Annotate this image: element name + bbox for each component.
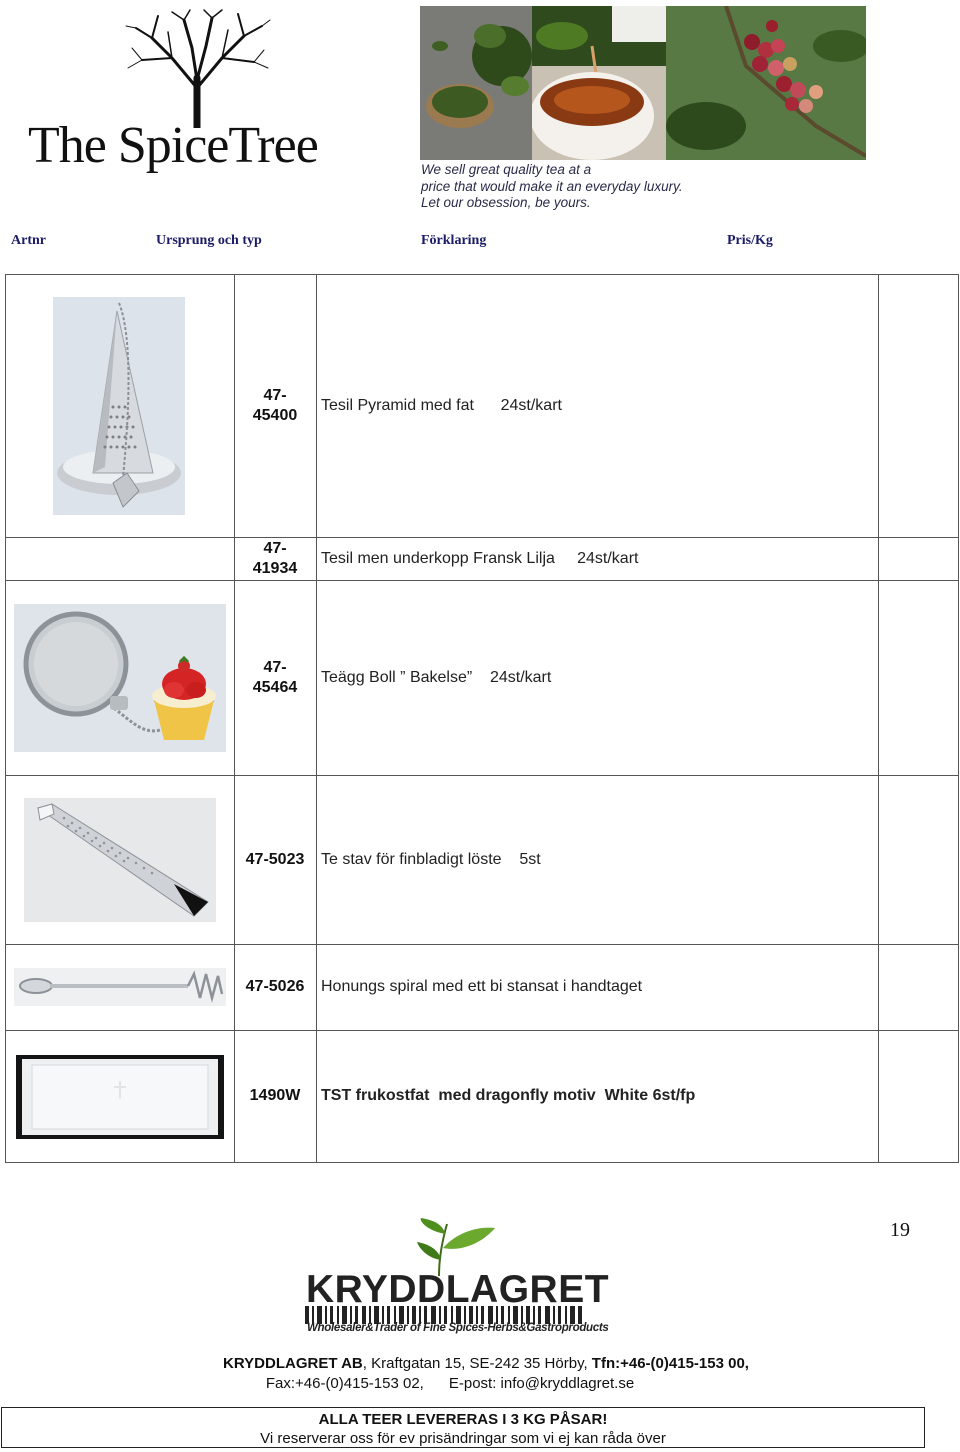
article-number [234,537,316,580]
company-name: KRYDDLAGRET AB [223,1355,363,1372]
product-description: Te stav för finbladigt löste 5st [321,850,541,868]
article-number-text: 47- 45400 [252,386,298,424]
product-image-cell [5,274,234,537]
page-number: 19 [890,1219,910,1241]
article-number-text: 1490W [249,1087,301,1104]
tagline-line-3: Let our obsession, be yours. [421,195,591,210]
pyramid-infuser-image [53,297,185,515]
address-line-1 [0,1354,960,1374]
phone-number: Tfn:+46-(0)415-153 00, [591,1355,749,1372]
kryddlagret-tagline: Wholesaler&Trader of Fine Spices-Herbs&Gastroproducts [307,1322,609,1334]
tea-leaves-photo [420,6,532,160]
column-header-price: Pris/Kg [727,233,773,248]
column-header-explanation: Förklaring [421,233,487,248]
product-table [5,274,959,1163]
column-header-artnr: Artnr [11,233,46,248]
street-address: , Kraftgatan 15, SE-242 35 Hörby, [362,1355,592,1372]
tagline-line-2: price that would make it an everyday luxury. [421,178,683,194]
table-row [5,775,959,944]
delivery-notice: ALLA TEER LEVERERAS I 3 KG PÅSAR! [318,1411,608,1428]
product-description: Tesil men underkopp Fransk Lilja 24st/kart [321,549,639,567]
tea-stick-image [24,798,216,922]
product-description: Tesil Pyramid med fat 24st/kart [321,396,562,414]
white-tray-image [16,1055,224,1139]
article-number-text: 47-5023 [245,850,305,868]
coffee-cherries-photo [666,6,866,160]
product-description: Honungs spiral med ett bi stansat i handtaget [321,978,643,995]
article-number-text: 47- 45464 [252,658,298,696]
tea-ball-cupcake-image [14,604,226,752]
product-image-cell [5,775,234,944]
price-disclaimer: Vi reserverar oss för ev prisändringar som vi ej kan råda över [260,1430,666,1447]
honey-spiral-image [14,968,226,1006]
table-row [5,1030,959,1162]
address-line-2: Fax:+46-(0)415-153 02, E-post: info@kryddlagret.se [265,1375,635,1392]
article-number-text: 47-5026 [245,978,305,995]
article-number [234,274,316,537]
header-photo-strip [420,6,866,160]
article-number [234,775,316,944]
table-row [5,274,959,537]
tea-cup-photo [532,6,666,160]
product-image-cell [5,944,234,1030]
table-row [5,580,959,775]
column-header-origin: Ursprung och typ [156,233,262,248]
product-image-cell [5,580,234,775]
article-number [234,944,316,1030]
brand-name: The SpiceTree [28,117,318,174]
spicetree-logo [22,8,352,178]
product-description: TST frukostfat med dragonfly motiv White 6st/fp [321,1087,696,1104]
delivery-notice-box [1,1407,925,1448]
product-image-cell [5,1030,234,1162]
table-border-bottom [5,1162,959,1163]
table-row [5,537,959,580]
company-address [0,1354,960,1394]
product-image-cell [5,537,234,580]
kryddlagret-wordmark: KRYDDLAGRET [306,1268,610,1311]
table-row [5,944,959,1030]
article-number [234,1030,316,1162]
article-number [234,580,316,775]
product-description: Teägg Boll ” Bakelse” 24st/kart [321,668,552,686]
tagline [421,162,683,212]
article-number-text: 47- 41934 [252,539,298,577]
tree-icon [122,8,272,128]
tagline-line-1: We sell great quality tea at a [421,162,592,177]
